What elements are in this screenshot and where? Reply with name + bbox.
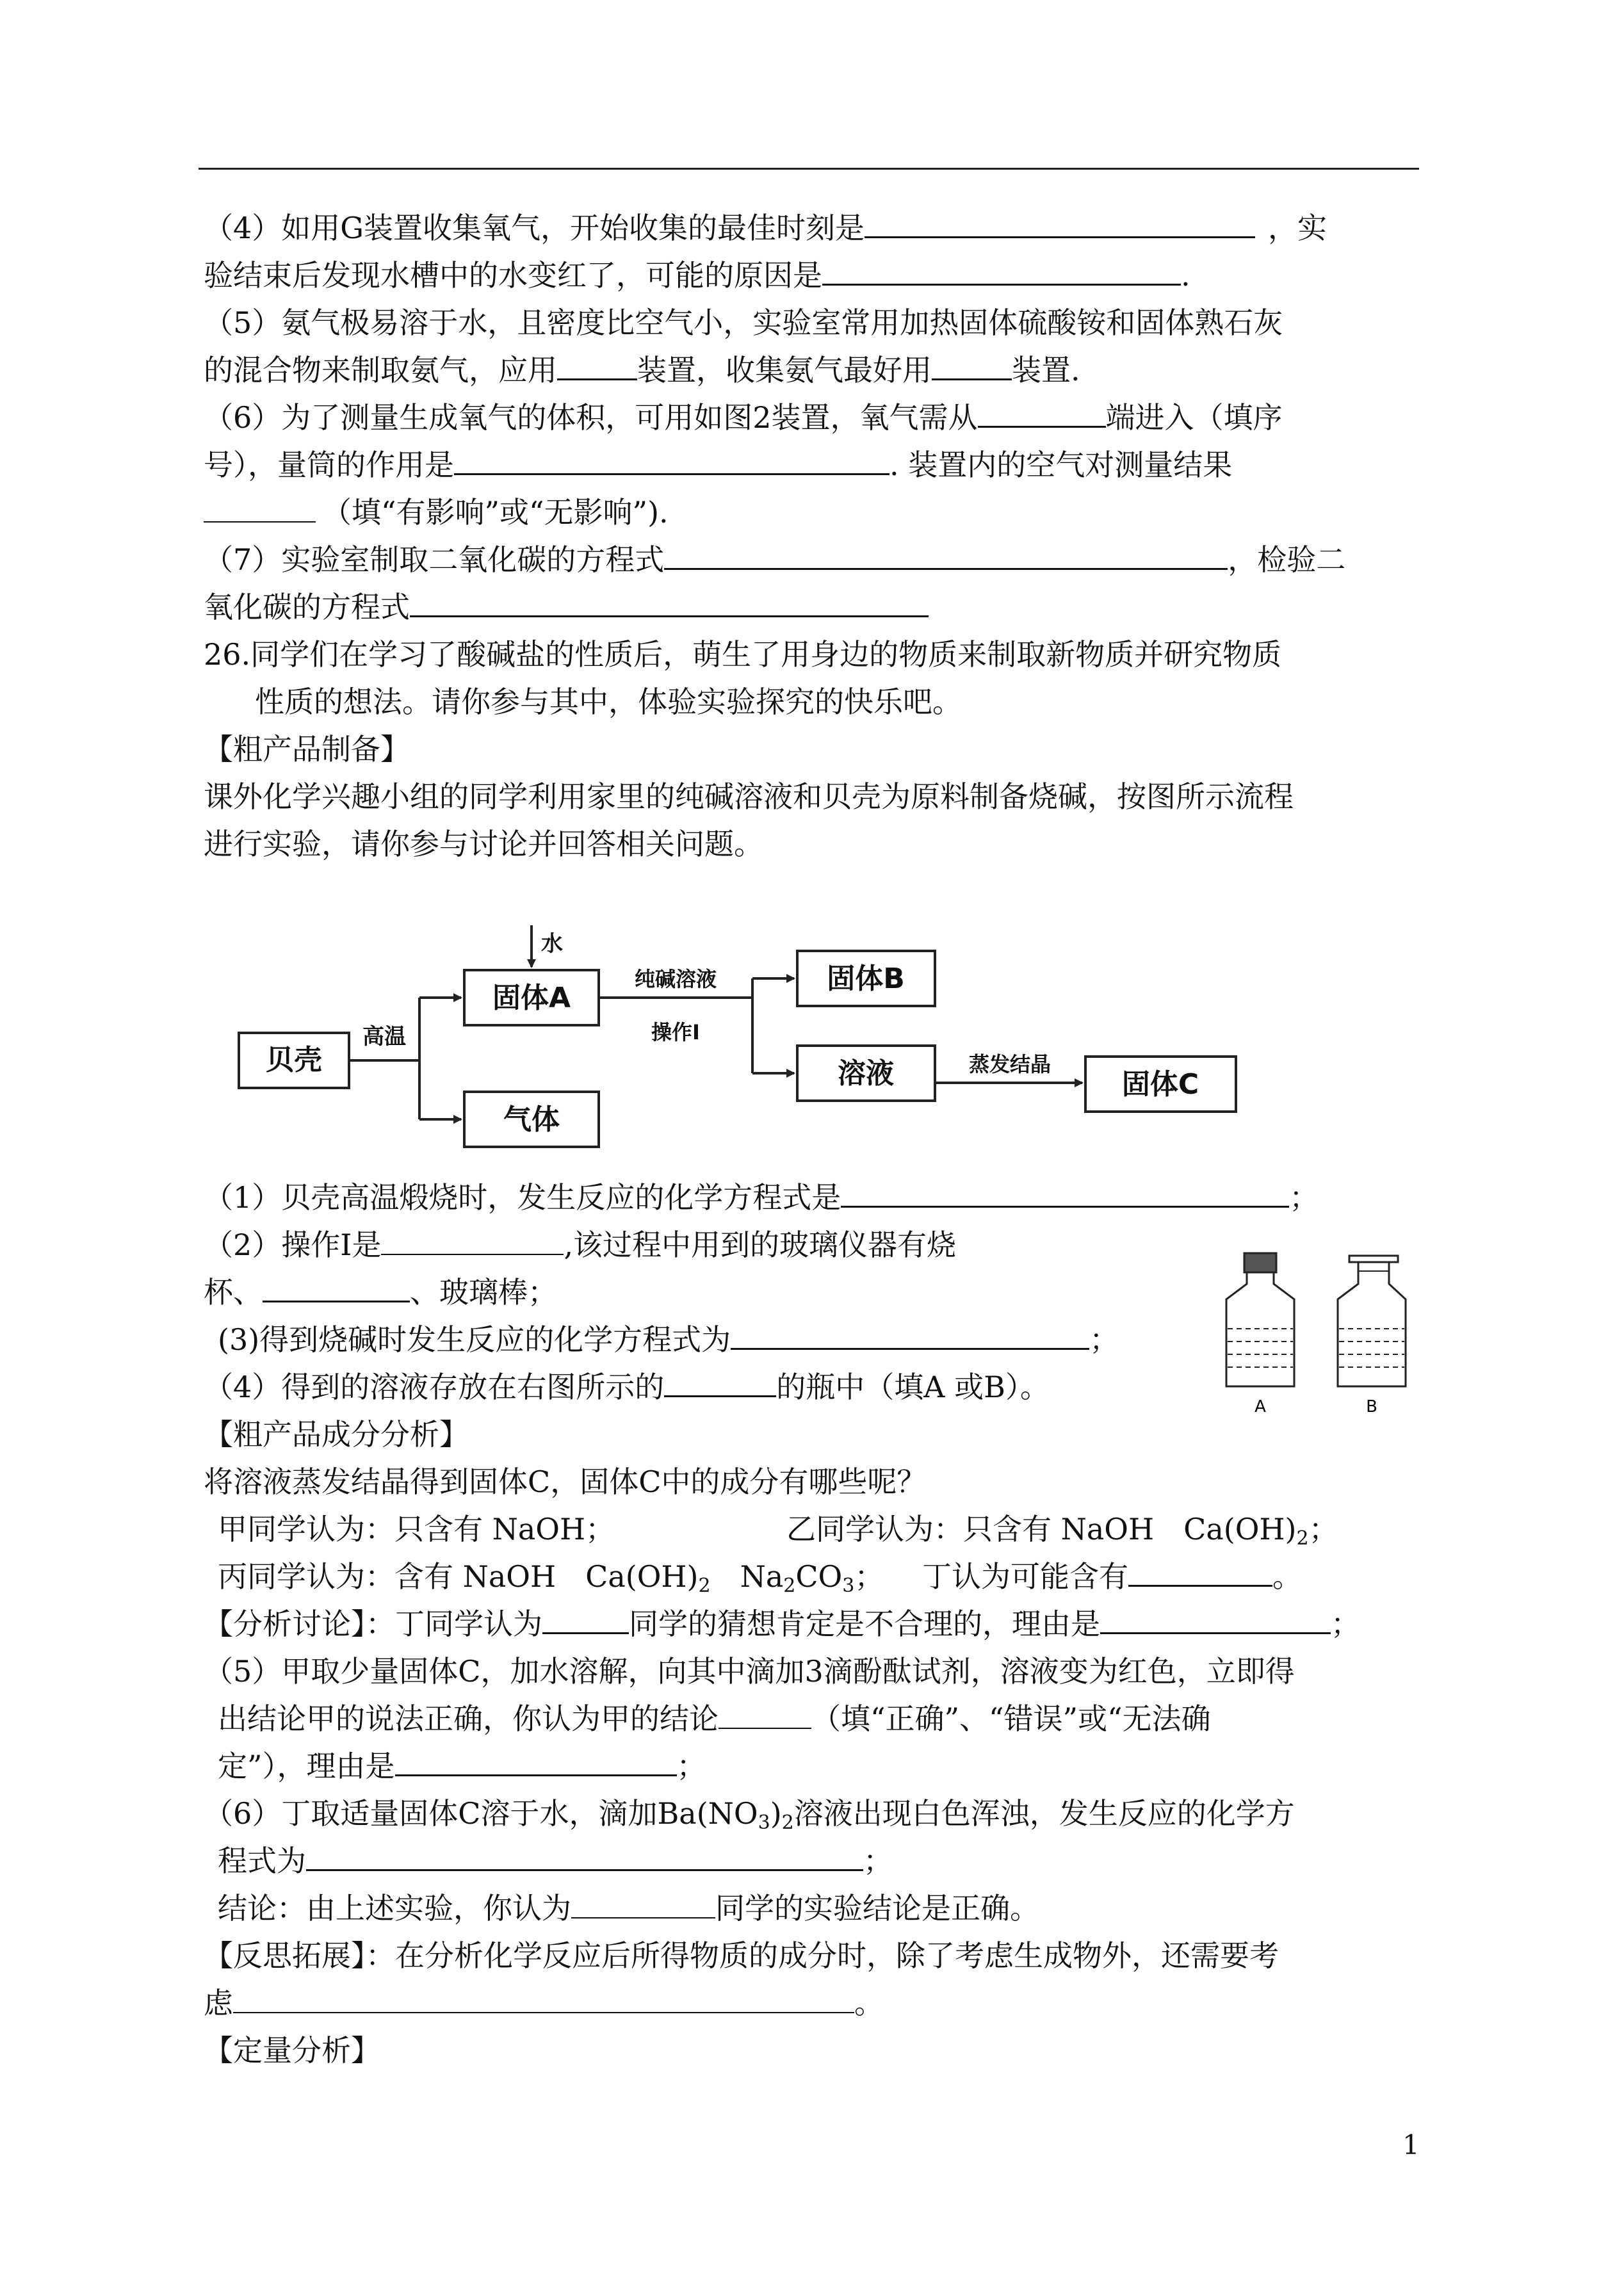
label-gas: 气体	[503, 1103, 560, 1136]
answer-blank[interactable]	[395, 1750, 677, 1776]
section-heading-quantitative: 【定量分析】	[204, 2033, 380, 2068]
answer-blank[interactable]	[410, 591, 929, 617]
answer-blank[interactable]	[571, 1893, 715, 1918]
q5-line1: （5）氨气极易溶于水，且密度比空气小，实验室常用加热固体硫酸铵和固体熟石灰	[204, 305, 1283, 340]
answer-blank[interactable]	[233, 1988, 854, 2013]
reflection-line2: 虑 。	[204, 1986, 884, 2020]
q2-line2: 杯、 、玻璃棒；	[204, 1275, 557, 1310]
answer-blank[interactable]	[978, 401, 1106, 428]
q5b-line3: 定”），理由是 ；	[218, 1749, 706, 1783]
q6-line2: 号），量筒的作用是 . 装置内的空气对测量结果	[204, 448, 1233, 482]
discussion-line: 【分析讨论】：丁同学认为 同学的猜想肯定是不合理的，理由是 ；	[204, 1607, 1360, 1641]
q4-line1: （4）如用G装置收集氧气，开始收集的最佳时刻是 ，实	[204, 211, 1328, 245]
reagent-bottles-figure	[1214, 1252, 1431, 1418]
label-evaporation: 蒸发结晶	[968, 1052, 1052, 1076]
bottle-b-label: B	[1366, 1397, 1377, 1416]
hypothesis-yi: 乙同学认为：只含有 NaOH $Ca(OH)_2$；	[786, 1512, 1338, 1550]
answer-blank[interactable]	[731, 1324, 1089, 1350]
answer-blank[interactable]	[822, 259, 1181, 286]
q2-line1: （2）操作Ⅰ是 ,该过程中用到的玻璃仪器有烧	[204, 1228, 957, 1262]
hypothesis-ding: 丁认为可能含有 。	[922, 1559, 1302, 1594]
section-heading-analysis: 【粗产品成分分析】	[204, 1417, 469, 1452]
prep-text-2: 进行实验，请你参与讨论并回答相关问题。	[204, 827, 763, 861]
answer-blank[interactable]	[542, 1608, 629, 1634]
answer-blank[interactable]	[664, 1371, 776, 1397]
answer-blank[interactable]	[1100, 1608, 1331, 1634]
bottle-a-label: A	[1255, 1397, 1266, 1416]
section-heading-prep: 【粗产品制备】	[204, 732, 410, 766]
q6b-line1: （6）丁取适量固体C溶于水，滴加$Ba(NO_3)_2$溶液出现白色浑浊，发生反应的化学方	[204, 1796, 1295, 1834]
q6-line3: （填“有影响”或“无影响”).	[204, 494, 669, 530]
label-solid-b: 固体B	[827, 962, 905, 995]
answer-blank[interactable]	[204, 497, 316, 523]
bottle-a-stopper	[1244, 1253, 1276, 1272]
q5-line2: 的混合物来制取氨气，应用 装置，收集氨气最好用 装置.	[204, 353, 1080, 387]
q3-line: (3)得到烧碱时发生反应的化学方程式为 ；	[218, 1322, 1119, 1357]
answer-blank[interactable]	[664, 544, 1228, 570]
page-number: 1	[1402, 2129, 1420, 2161]
answer-blank[interactable]	[841, 1181, 1289, 1208]
label-soda-solution: 纯碱溶液	[634, 967, 717, 991]
q7-line1: （7）实验室制取二氧化碳的方程式 ，检验二	[204, 542, 1346, 577]
answer-blank[interactable]	[263, 1276, 410, 1302]
q7-line2: 氧化碳的方程式	[204, 589, 929, 625]
hypothesis-jia: 甲同学认为：只含有 NaOH；	[218, 1512, 615, 1546]
label-solution: 溶液	[838, 1057, 894, 1090]
q4-line2: 验结束后发现水槽中的水变红了，可能的原因是 .	[204, 258, 1190, 293]
analysis-question: 将溶液蒸发结晶得到固体C，固体C中的成分有哪些呢？	[204, 1464, 927, 1499]
q6b-line2: 程式为 ；	[218, 1844, 893, 1878]
answer-blank[interactable]	[557, 354, 637, 380]
hypothesis-bing: 丙同学认为：含有 NaOH $Ca(OH)_2$ $Na_2CO_3$；	[218, 1559, 884, 1597]
answer-blank[interactable]	[454, 449, 889, 475]
label-water: 水	[541, 931, 563, 957]
label-solid-a: 固体A	[492, 982, 571, 1014]
reflection-line1: 【反思拓展】：在分析化学反应后所得物质的成分时，除了考虑生成物外，还需要考	[204, 1938, 1279, 1973]
answer-blank[interactable]	[719, 1703, 811, 1729]
q5b-line2: 出结论甲的说法正确，你认为甲的结论 （填“正确”、“错误”或“无法确	[218, 1701, 1211, 1736]
q4b-line: （4）得到的溶液存放在右图所示的 的瓶中（填A 或B）。	[204, 1370, 1050, 1404]
label-solid-c: 固体C	[1121, 1068, 1199, 1101]
label-shell: 贝壳	[266, 1044, 322, 1076]
answer-blank[interactable]	[306, 1845, 863, 1871]
answer-blank[interactable]	[1128, 1561, 1272, 1587]
label-high-temp: 高温	[362, 1024, 406, 1050]
q5b-line1: （5）甲取少量固体C，加水溶解，向其中滴加3滴酚酞试剂，溶液变为红色，立即得	[204, 1654, 1295, 1689]
bottle-b-stopper	[1349, 1256, 1398, 1262]
q26-intro-2: 性质的想法。请你参与其中，体验实验探究的快乐吧。	[255, 685, 962, 719]
prep-text-1: 课外化学兴趣小组的同学利用家里的纯碱溶液和贝壳为原料制备烧碱，按图所示流程	[204, 779, 1294, 814]
answer-blank[interactable]	[932, 354, 1012, 380]
label-operation-1: 操作Ⅰ	[651, 1020, 700, 1044]
q1-line: （1）贝壳高温煅烧时，发生反应的化学方程式是 ；	[204, 1180, 1319, 1215]
header-rule	[199, 168, 1419, 170]
process-flow-diagram	[234, 925, 1246, 1156]
q6-line1: （6）为了测量生成氧气的体积，可用如图2装置，氧气需从 端进入（填序	[204, 400, 1283, 435]
answer-blank[interactable]	[865, 212, 1255, 238]
conclusion-line: 结论：由上述实验，你认为 同学的实验结论是正确。	[218, 1891, 1039, 1926]
answer-blank[interactable]	[381, 1229, 564, 1255]
q26-intro-1: 26.同学们在学习了酸碱盐的性质后，萌生了用身边的物质来制取新物质并研究物质	[204, 637, 1282, 672]
